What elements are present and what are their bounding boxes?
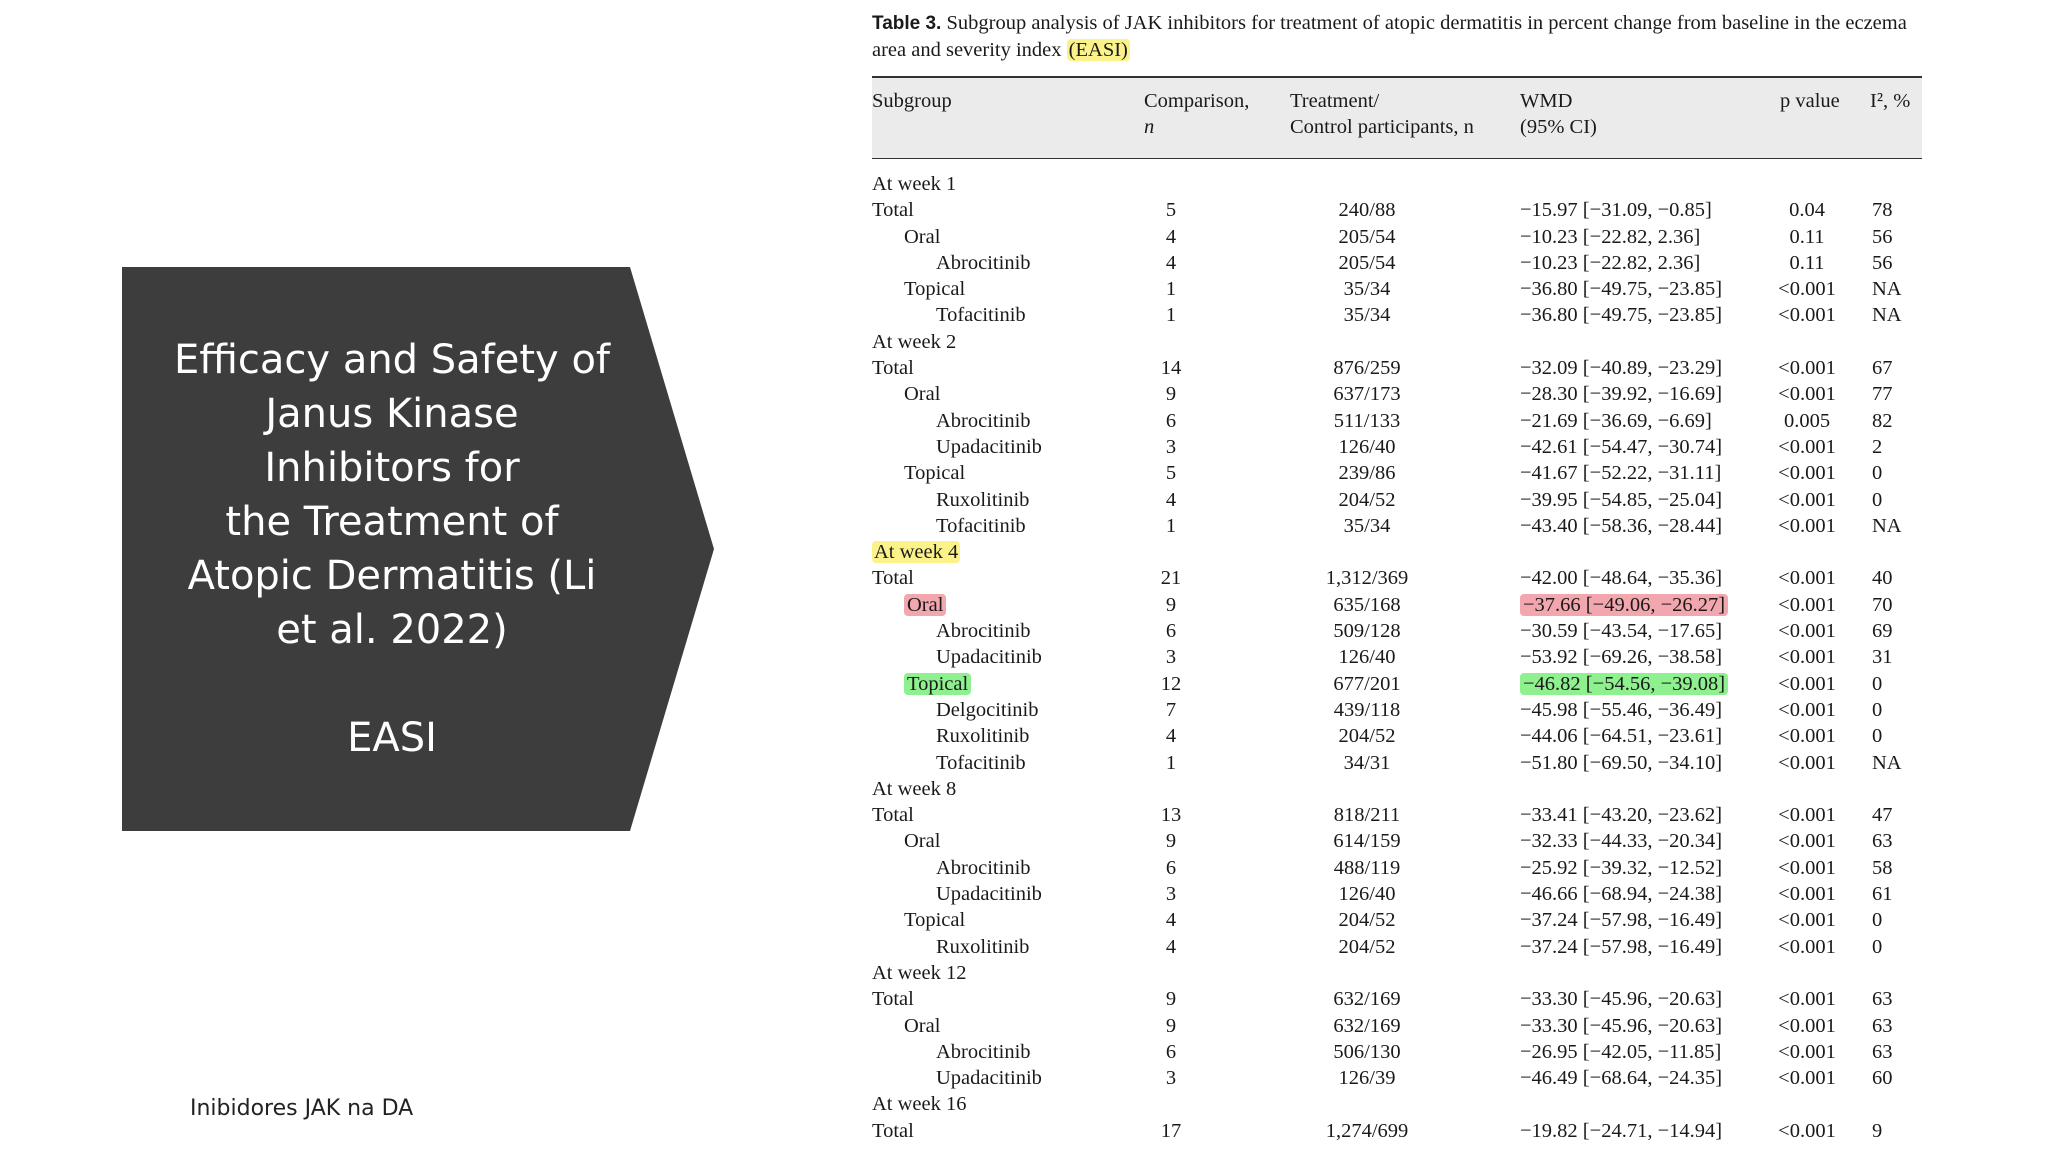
wmd-cell: −53.92 [−69.26, −38.58] bbox=[1520, 646, 1723, 669]
p-value-cell: <0.001 bbox=[1778, 1014, 1836, 1037]
participants-cell: 204/52 bbox=[1338, 725, 1396, 748]
i2-cell: 58 bbox=[1872, 856, 1893, 879]
p-value-cell: <0.001 bbox=[1778, 856, 1836, 879]
subgroup-cell-wrap bbox=[936, 855, 1031, 881]
p-value-cell: <0.001 bbox=[1778, 883, 1836, 906]
comparison-cell: 4 bbox=[1165, 725, 1177, 748]
wmd-cell: −15.97 [−31.09, −0.85] bbox=[1520, 199, 1712, 222]
p-value-cell: <0.001 bbox=[1778, 620, 1836, 643]
wmd-cell: −36.80 [−49.75, −23.85] bbox=[1520, 278, 1723, 301]
wmd-cell: −28.30 [−39.92, −16.69] bbox=[1520, 383, 1723, 406]
subgroup-cell-wrap bbox=[872, 776, 956, 802]
wmd-cell: −42.61 [−54.47, −30.74] bbox=[1520, 435, 1723, 458]
p-value-cell: <0.001 bbox=[1778, 383, 1836, 406]
participants-cell: 632/169 bbox=[1333, 988, 1401, 1011]
comparison-cell: 6 bbox=[1165, 1040, 1177, 1063]
table-row bbox=[872, 434, 1922, 460]
subgroup-cell-wrap bbox=[904, 460, 965, 486]
subgroup-cell: Abrocitinib bbox=[936, 409, 1031, 432]
header-comparison-line1: Comparison, bbox=[1144, 90, 1250, 112]
comparison-cell: 1 bbox=[1165, 304, 1177, 327]
table-row bbox=[872, 1118, 1922, 1144]
subgroup-cell: Upadacitinib bbox=[936, 646, 1042, 669]
comparison-cell: 3 bbox=[1165, 435, 1177, 458]
subgroup-cell: Ruxolitinib bbox=[936, 488, 1030, 511]
i2-cell: 67 bbox=[1872, 357, 1893, 380]
i2-cell: 0 bbox=[1872, 672, 1883, 695]
table-row bbox=[872, 828, 1922, 854]
participants-cell: 35/34 bbox=[1343, 278, 1391, 301]
subgroup-cell-wrap bbox=[872, 986, 914, 1012]
table-row bbox=[872, 1013, 1922, 1039]
subgroup-cell: Total bbox=[872, 567, 914, 590]
subgroup-cell-wrap bbox=[904, 592, 946, 618]
participants-cell: 511/133 bbox=[1333, 409, 1401, 432]
participants-cell: 34/31 bbox=[1343, 751, 1391, 774]
title-line: et al. 2022) bbox=[276, 607, 508, 653]
comparison-cell: 9 bbox=[1165, 1014, 1177, 1037]
subgroup-cell-wrap bbox=[872, 355, 914, 381]
subgroup-cell: Abrocitinib bbox=[936, 251, 1031, 274]
subgroup-cell-wrap bbox=[872, 539, 960, 565]
wmd-cell: −10.23 [−22.82, 2.36] bbox=[1520, 251, 1701, 274]
subgroup-cell: Total bbox=[872, 804, 914, 827]
caption-label: Table 3. bbox=[872, 13, 942, 34]
comparison-cell: 12 bbox=[1160, 672, 1182, 695]
p-value-cell: <0.001 bbox=[1778, 1067, 1836, 1090]
i2-cell: NA bbox=[1872, 751, 1902, 774]
comparison-cell: 4 bbox=[1165, 251, 1177, 274]
table-figure bbox=[872, 10, 1922, 1144]
wmd-cell: −43.40 [−58.36, −28.44] bbox=[1520, 514, 1723, 537]
subgroup-cell-wrap bbox=[936, 644, 1042, 670]
p-value-cell: <0.001 bbox=[1778, 1040, 1836, 1063]
subgroup-cell-wrap bbox=[872, 1091, 967, 1117]
participants-cell: 205/54 bbox=[1338, 225, 1396, 248]
header-subgroup: Subgroup bbox=[872, 90, 952, 112]
p-value-cell: <0.001 bbox=[1778, 698, 1836, 721]
subgroup-cell: Topical bbox=[904, 278, 966, 301]
wmd-cell: −44.06 [−64.51, −23.61] bbox=[1520, 725, 1723, 748]
participants-cell: 126/39 bbox=[1338, 1067, 1396, 1090]
p-value-cell: <0.001 bbox=[1778, 672, 1836, 695]
p-value-cell: <0.001 bbox=[1778, 988, 1836, 1011]
caption-highlight: (EASI) bbox=[1068, 39, 1128, 61]
subgroup-cell: Topical bbox=[904, 673, 971, 695]
participants-cell: 35/34 bbox=[1343, 304, 1391, 327]
comparison-cell: 17 bbox=[1160, 1119, 1182, 1142]
participants-cell: 632/169 bbox=[1333, 1014, 1401, 1037]
wmd-cell: −10.23 [−22.82, 2.36] bbox=[1520, 225, 1701, 248]
subgroup-cell: At week 1 bbox=[872, 173, 957, 195]
i2-cell: 63 bbox=[1872, 1014, 1893, 1037]
subgroup-cell: Tofacitinib bbox=[936, 751, 1026, 774]
participants-cell: 1,312/369 bbox=[1325, 567, 1409, 590]
participants-cell: 204/52 bbox=[1338, 909, 1396, 932]
subgroup-cell-wrap bbox=[872, 960, 967, 986]
subgroup-cell: Ruxolitinib bbox=[936, 935, 1030, 958]
comparison-cell: 4 bbox=[1165, 488, 1177, 511]
participants-cell: 818/211 bbox=[1333, 804, 1401, 827]
subgroup-cell-wrap bbox=[936, 302, 1026, 328]
participants-cell: 509/128 bbox=[1333, 620, 1401, 643]
comparison-cell: 3 bbox=[1165, 883, 1177, 906]
participants-cell: 126/40 bbox=[1338, 435, 1396, 458]
p-value-cell: <0.001 bbox=[1778, 593, 1836, 616]
header-wmd-line2: (95% CI) bbox=[1520, 116, 1597, 138]
participants-cell: 126/40 bbox=[1338, 646, 1396, 669]
comparison-cell: 4 bbox=[1165, 935, 1177, 958]
i2-cell: 63 bbox=[1872, 830, 1893, 853]
wmd-cell: −25.92 [−39.32, −12.52] bbox=[1520, 856, 1723, 879]
subgroup-cell-wrap bbox=[872, 802, 914, 828]
i2-cell: 82 bbox=[1872, 409, 1893, 432]
table-row bbox=[872, 618, 1922, 644]
subgroup-cell: Total bbox=[872, 357, 914, 380]
participants-cell: 506/130 bbox=[1333, 1040, 1401, 1063]
comparison-cell: 9 bbox=[1165, 593, 1177, 616]
participants-cell: 204/52 bbox=[1338, 935, 1396, 958]
subgroup-cell-wrap bbox=[904, 828, 940, 854]
i2-cell: 63 bbox=[1872, 988, 1893, 1011]
p-value-cell: <0.001 bbox=[1778, 462, 1836, 485]
wmd-cell: −45.98 [−55.46, −36.49] bbox=[1520, 698, 1723, 721]
i2-cell: 0 bbox=[1872, 462, 1883, 485]
subgroup-cell: Abrocitinib bbox=[936, 620, 1031, 643]
subgroup-cell: At week 12 bbox=[872, 961, 967, 984]
subgroup-cell-wrap bbox=[936, 513, 1026, 539]
p-value-cell: <0.001 bbox=[1778, 909, 1836, 932]
i2-cell: NA bbox=[1872, 514, 1902, 537]
wmd-cell: −39.95 [−54.85, −25.04] bbox=[1520, 488, 1723, 511]
table-body bbox=[872, 171, 1922, 1144]
p-value-cell: <0.001 bbox=[1778, 488, 1836, 511]
subgroup-cell-wrap bbox=[872, 329, 956, 355]
table-row bbox=[872, 487, 1922, 513]
header-i2: I², % bbox=[1870, 90, 1911, 112]
subgroup-cell: Topical bbox=[904, 462, 966, 485]
p-value-cell: <0.001 bbox=[1778, 567, 1836, 590]
comparison-cell: 5 bbox=[1165, 199, 1177, 222]
comparison-cell: 3 bbox=[1165, 646, 1177, 669]
subgroup-cell-wrap bbox=[872, 171, 956, 197]
table-caption bbox=[872, 10, 1922, 64]
subgroup-cell-wrap bbox=[936, 1065, 1042, 1091]
table-row bbox=[872, 302, 1922, 328]
i2-cell: 0 bbox=[1872, 725, 1883, 748]
wmd-cell bbox=[1520, 671, 1728, 697]
participants-cell: 614/159 bbox=[1333, 830, 1401, 853]
subgroup-cell-wrap bbox=[936, 750, 1026, 776]
title-line: Efficacy and Safety of bbox=[173, 337, 610, 383]
i2-cell: 40 bbox=[1872, 567, 1893, 590]
table-row bbox=[872, 565, 1922, 591]
subgroup-cell-wrap bbox=[936, 934, 1029, 960]
p-value-cell: <0.001 bbox=[1778, 804, 1836, 827]
title-line: Inhibitors for bbox=[264, 445, 520, 491]
participants-cell: 240/88 bbox=[1338, 199, 1396, 222]
table-row bbox=[872, 250, 1922, 276]
wmd-cell: −51.80 [−69.50, −34.10] bbox=[1520, 751, 1723, 774]
participants-cell: 126/40 bbox=[1338, 883, 1396, 906]
comparison-cell: 3 bbox=[1165, 1067, 1177, 1090]
title-line: Janus Kinase bbox=[265, 391, 519, 437]
comparison-cell: 6 bbox=[1165, 409, 1177, 432]
subgroup-cell-wrap bbox=[936, 618, 1031, 644]
subgroup-cell-wrap bbox=[936, 408, 1031, 434]
i2-cell: 0 bbox=[1872, 698, 1883, 721]
subgroup-cell: Tofacitinib bbox=[936, 514, 1026, 537]
slide-subtitle: EASI bbox=[347, 715, 437, 761]
participants-cell: 876/259 bbox=[1333, 357, 1401, 380]
i2-cell: 0 bbox=[1872, 488, 1883, 511]
header-treatment-line1: Treatment/ bbox=[1290, 90, 1380, 112]
subgroup-cell-wrap bbox=[904, 224, 940, 250]
caption-text: Subgroup analysis of JAK inhibitors for treatment of atopic dermatitis in percent change from baseline in the eczema area and severity index bbox=[872, 12, 1907, 61]
table-row bbox=[872, 802, 1922, 828]
subgroup-cell: Ruxolitinib bbox=[936, 725, 1030, 748]
participants-cell: 239/86 bbox=[1338, 462, 1396, 485]
wmd-cell: −32.09 [−40.89, −23.29] bbox=[1520, 357, 1723, 380]
comparison-cell: 14 bbox=[1160, 357, 1182, 380]
wmd-cell: −41.67 [−52.22, −31.11] bbox=[1520, 462, 1722, 485]
subgroup-cell: At week 4 bbox=[874, 541, 959, 564]
wmd-cell bbox=[1520, 592, 1728, 618]
subgroup-cell: At week 8 bbox=[872, 777, 957, 800]
wmd-cell: −33.30 [−45.96, −20.63] bbox=[1520, 1014, 1723, 1037]
i2-cell: 47 bbox=[1872, 804, 1893, 827]
table-section-heading bbox=[872, 1091, 1922, 1117]
p-value-cell: <0.001 bbox=[1778, 935, 1836, 958]
table-row bbox=[872, 723, 1922, 749]
p-value-cell: <0.001 bbox=[1778, 751, 1836, 774]
table-row bbox=[872, 513, 1922, 539]
wmd-highlight: −46.82 [−54.56, −39.08] bbox=[1520, 673, 1728, 695]
subgroup-cell-wrap bbox=[904, 671, 971, 697]
subgroup-cell-wrap bbox=[936, 1039, 1031, 1065]
table-row bbox=[872, 671, 1922, 697]
table-row bbox=[872, 197, 1922, 223]
header-treatment-line2: Control participants, n bbox=[1290, 116, 1474, 138]
comparison-cell: 4 bbox=[1165, 909, 1177, 932]
table-row bbox=[872, 986, 1922, 1012]
comparison-cell: 6 bbox=[1165, 620, 1177, 643]
comparison-cell: 7 bbox=[1165, 698, 1177, 721]
i2-cell: 60 bbox=[1872, 1067, 1893, 1090]
subgroup-cell-wrap bbox=[904, 381, 940, 407]
i2-cell: 0 bbox=[1872, 935, 1883, 958]
wmd-cell: −37.24 [−57.98, −16.49] bbox=[1520, 909, 1723, 932]
subgroup-cell: At week 16 bbox=[872, 1093, 967, 1116]
i2-cell: 31 bbox=[1872, 646, 1893, 669]
comparison-cell: 1 bbox=[1165, 514, 1177, 537]
p-value-cell: <0.001 bbox=[1778, 725, 1836, 748]
table-row bbox=[872, 276, 1922, 302]
footer-note: Inibidores JAK na DA bbox=[190, 1096, 414, 1121]
subgroup-cell-wrap bbox=[904, 276, 965, 302]
subgroup-cell: Abrocitinib bbox=[936, 856, 1031, 879]
participants-cell: 205/54 bbox=[1338, 251, 1396, 274]
subgroup-cell-wrap bbox=[936, 434, 1042, 460]
comparison-cell: 1 bbox=[1165, 278, 1177, 301]
subgroup-cell-wrap bbox=[904, 907, 965, 933]
comparison-cell: 9 bbox=[1165, 830, 1177, 853]
i2-cell: 70 bbox=[1872, 593, 1893, 616]
header-wmd-line1: WMD bbox=[1520, 90, 1573, 112]
table-row bbox=[872, 460, 1922, 486]
i2-cell: 56 bbox=[1872, 225, 1893, 248]
participants-cell: 635/168 bbox=[1333, 593, 1401, 616]
header-comparison bbox=[1144, 88, 1249, 140]
p-value-cell: <0.001 bbox=[1778, 830, 1836, 853]
table-row bbox=[872, 224, 1922, 250]
wmd-cell: −33.41 [−43.20, −23.62] bbox=[1520, 804, 1723, 827]
subgroup-cell: Oral bbox=[904, 1014, 941, 1037]
subgroup-cell: Oral bbox=[904, 830, 941, 853]
wmd-highlight: −37.66 [−49.06, −26.27] bbox=[1520, 594, 1728, 616]
wmd-cell: −30.59 [−43.54, −17.65] bbox=[1520, 620, 1723, 643]
slide-title bbox=[162, 333, 622, 765]
p-value-cell: <0.001 bbox=[1778, 357, 1836, 380]
i2-cell: 77 bbox=[1872, 383, 1893, 406]
participants-cell: 1,274/699 bbox=[1325, 1119, 1409, 1142]
title-line: Atopic Dermatitis (Li bbox=[187, 553, 597, 599]
i2-cell: NA bbox=[1872, 278, 1902, 301]
subgroup-cell: Tofacitinib bbox=[936, 304, 1026, 327]
p-value-cell: <0.001 bbox=[1778, 1119, 1836, 1142]
participants-cell: 204/52 bbox=[1338, 488, 1396, 511]
table-row bbox=[872, 750, 1922, 776]
subgroup-cell: Total bbox=[872, 199, 914, 222]
p-value-cell: 0.04 bbox=[1789, 199, 1825, 222]
subgroup-cell: Delgocitinib bbox=[936, 698, 1039, 721]
comparison-cell: 4 bbox=[1165, 225, 1177, 248]
wmd-cell: −46.66 [−68.94, −24.38] bbox=[1520, 883, 1723, 906]
table-row bbox=[872, 855, 1922, 881]
subgroup-cell-wrap bbox=[936, 723, 1029, 749]
subgroup-cell-wrap bbox=[936, 881, 1042, 907]
wmd-cell: −21.69 [−36.69, −6.69] bbox=[1520, 409, 1712, 432]
header-wmd bbox=[1520, 88, 1597, 140]
subgroup-cell-wrap bbox=[872, 1118, 914, 1144]
wmd-cell: −32.33 [−44.33, −20.34] bbox=[1520, 830, 1723, 853]
table-section-heading bbox=[872, 776, 1922, 802]
header-comparison-line2: n bbox=[1144, 116, 1155, 138]
header-treatment bbox=[1290, 88, 1474, 140]
p-value-cell: <0.001 bbox=[1778, 304, 1836, 327]
subgroup-cell-wrap bbox=[936, 697, 1038, 723]
subgroup-cell-wrap bbox=[904, 1013, 940, 1039]
comparison-cell: 9 bbox=[1165, 988, 1177, 1011]
wmd-cell: −19.82 [−24.71, −14.94] bbox=[1520, 1119, 1723, 1142]
comparison-cell: 6 bbox=[1165, 856, 1177, 879]
table-row bbox=[872, 697, 1922, 723]
wmd-cell: −46.49 [−68.64, −24.35] bbox=[1520, 1067, 1723, 1090]
table-row bbox=[872, 881, 1922, 907]
participants-cell: 637/173 bbox=[1333, 383, 1401, 406]
table-row bbox=[872, 381, 1922, 407]
i2-cell: 78 bbox=[1872, 199, 1893, 222]
subgroup-cell: Topical bbox=[904, 909, 966, 932]
table-row bbox=[872, 907, 1922, 933]
table-section-heading bbox=[872, 329, 1922, 355]
i2-cell: 61 bbox=[1872, 883, 1893, 906]
p-value-cell: <0.001 bbox=[1778, 278, 1836, 301]
subgroup-cell: Oral bbox=[904, 594, 946, 616]
i2-cell: 63 bbox=[1872, 1040, 1893, 1063]
comparison-cell: 9 bbox=[1165, 383, 1177, 406]
p-value-cell: <0.001 bbox=[1778, 435, 1836, 458]
p-value-cell: 0.11 bbox=[1789, 225, 1825, 248]
i2-cell: 69 bbox=[1872, 620, 1893, 643]
subgroup-cell: Oral bbox=[904, 225, 941, 248]
wmd-cell: −33.30 [−45.96, −20.63] bbox=[1520, 988, 1723, 1011]
subgroup-cell: Upadacitinib bbox=[936, 435, 1042, 458]
table-row bbox=[872, 934, 1922, 960]
participants-cell: 677/201 bbox=[1333, 672, 1401, 695]
wmd-cell: −42.00 [−48.64, −35.36] bbox=[1520, 567, 1723, 590]
subgroup-cell: Oral bbox=[904, 383, 941, 406]
p-value-cell: <0.001 bbox=[1778, 514, 1836, 537]
table-header-rule bbox=[872, 158, 1922, 159]
i2-cell: NA bbox=[1872, 304, 1902, 327]
table-row bbox=[872, 592, 1922, 618]
header-p-value: p value bbox=[1780, 90, 1840, 112]
participants-cell: 488/119 bbox=[1333, 856, 1401, 879]
i2-cell: 2 bbox=[1872, 435, 1883, 458]
subgroup-cell: At week 2 bbox=[872, 330, 957, 353]
wmd-cell: −26.95 [−42.05, −11.85] bbox=[1520, 1040, 1722, 1063]
table-row bbox=[872, 1039, 1922, 1065]
wmd-cell: −36.80 [−49.75, −23.85] bbox=[1520, 304, 1723, 327]
p-value-cell: <0.001 bbox=[1778, 646, 1836, 669]
comparison-cell: 5 bbox=[1165, 462, 1177, 485]
participants-cell: 35/34 bbox=[1343, 514, 1391, 537]
subgroup-cell-wrap bbox=[872, 565, 914, 591]
table-row bbox=[872, 408, 1922, 434]
participants-cell: 439/118 bbox=[1333, 698, 1401, 721]
i2-cell: 56 bbox=[1872, 251, 1893, 274]
subgroup-cell: Abrocitinib bbox=[936, 1040, 1031, 1063]
table-section-heading bbox=[872, 960, 1922, 986]
table-section-heading bbox=[872, 171, 1922, 197]
i2-cell: 0 bbox=[1872, 909, 1883, 932]
subgroup-cell-wrap bbox=[936, 250, 1031, 276]
table-section-heading bbox=[872, 539, 1922, 565]
title-chevron-panel bbox=[122, 267, 714, 831]
table-header bbox=[872, 78, 1922, 158]
comparison-cell: 13 bbox=[1160, 804, 1182, 827]
table-row bbox=[872, 644, 1922, 670]
subgroup-cell: Total bbox=[872, 1119, 914, 1142]
title-line: the Treatment of bbox=[225, 499, 559, 545]
p-value-cell: 0.11 bbox=[1789, 251, 1825, 274]
subgroup-cell: Upadacitinib bbox=[936, 883, 1042, 906]
subgroup-cell: Total bbox=[872, 988, 914, 1011]
subgroup-cell-wrap bbox=[872, 197, 914, 223]
p-value-cell: 0.005 bbox=[1783, 409, 1831, 432]
comparison-cell: 1 bbox=[1165, 751, 1177, 774]
table-row bbox=[872, 1065, 1922, 1091]
table-row bbox=[872, 355, 1922, 381]
subgroup-cell: Upadacitinib bbox=[936, 1067, 1042, 1090]
i2-cell: 9 bbox=[1872, 1119, 1883, 1142]
subgroup-cell-wrap bbox=[936, 487, 1029, 513]
comparison-cell: 21 bbox=[1160, 567, 1182, 590]
wmd-cell: −37.24 [−57.98, −16.49] bbox=[1520, 935, 1723, 958]
